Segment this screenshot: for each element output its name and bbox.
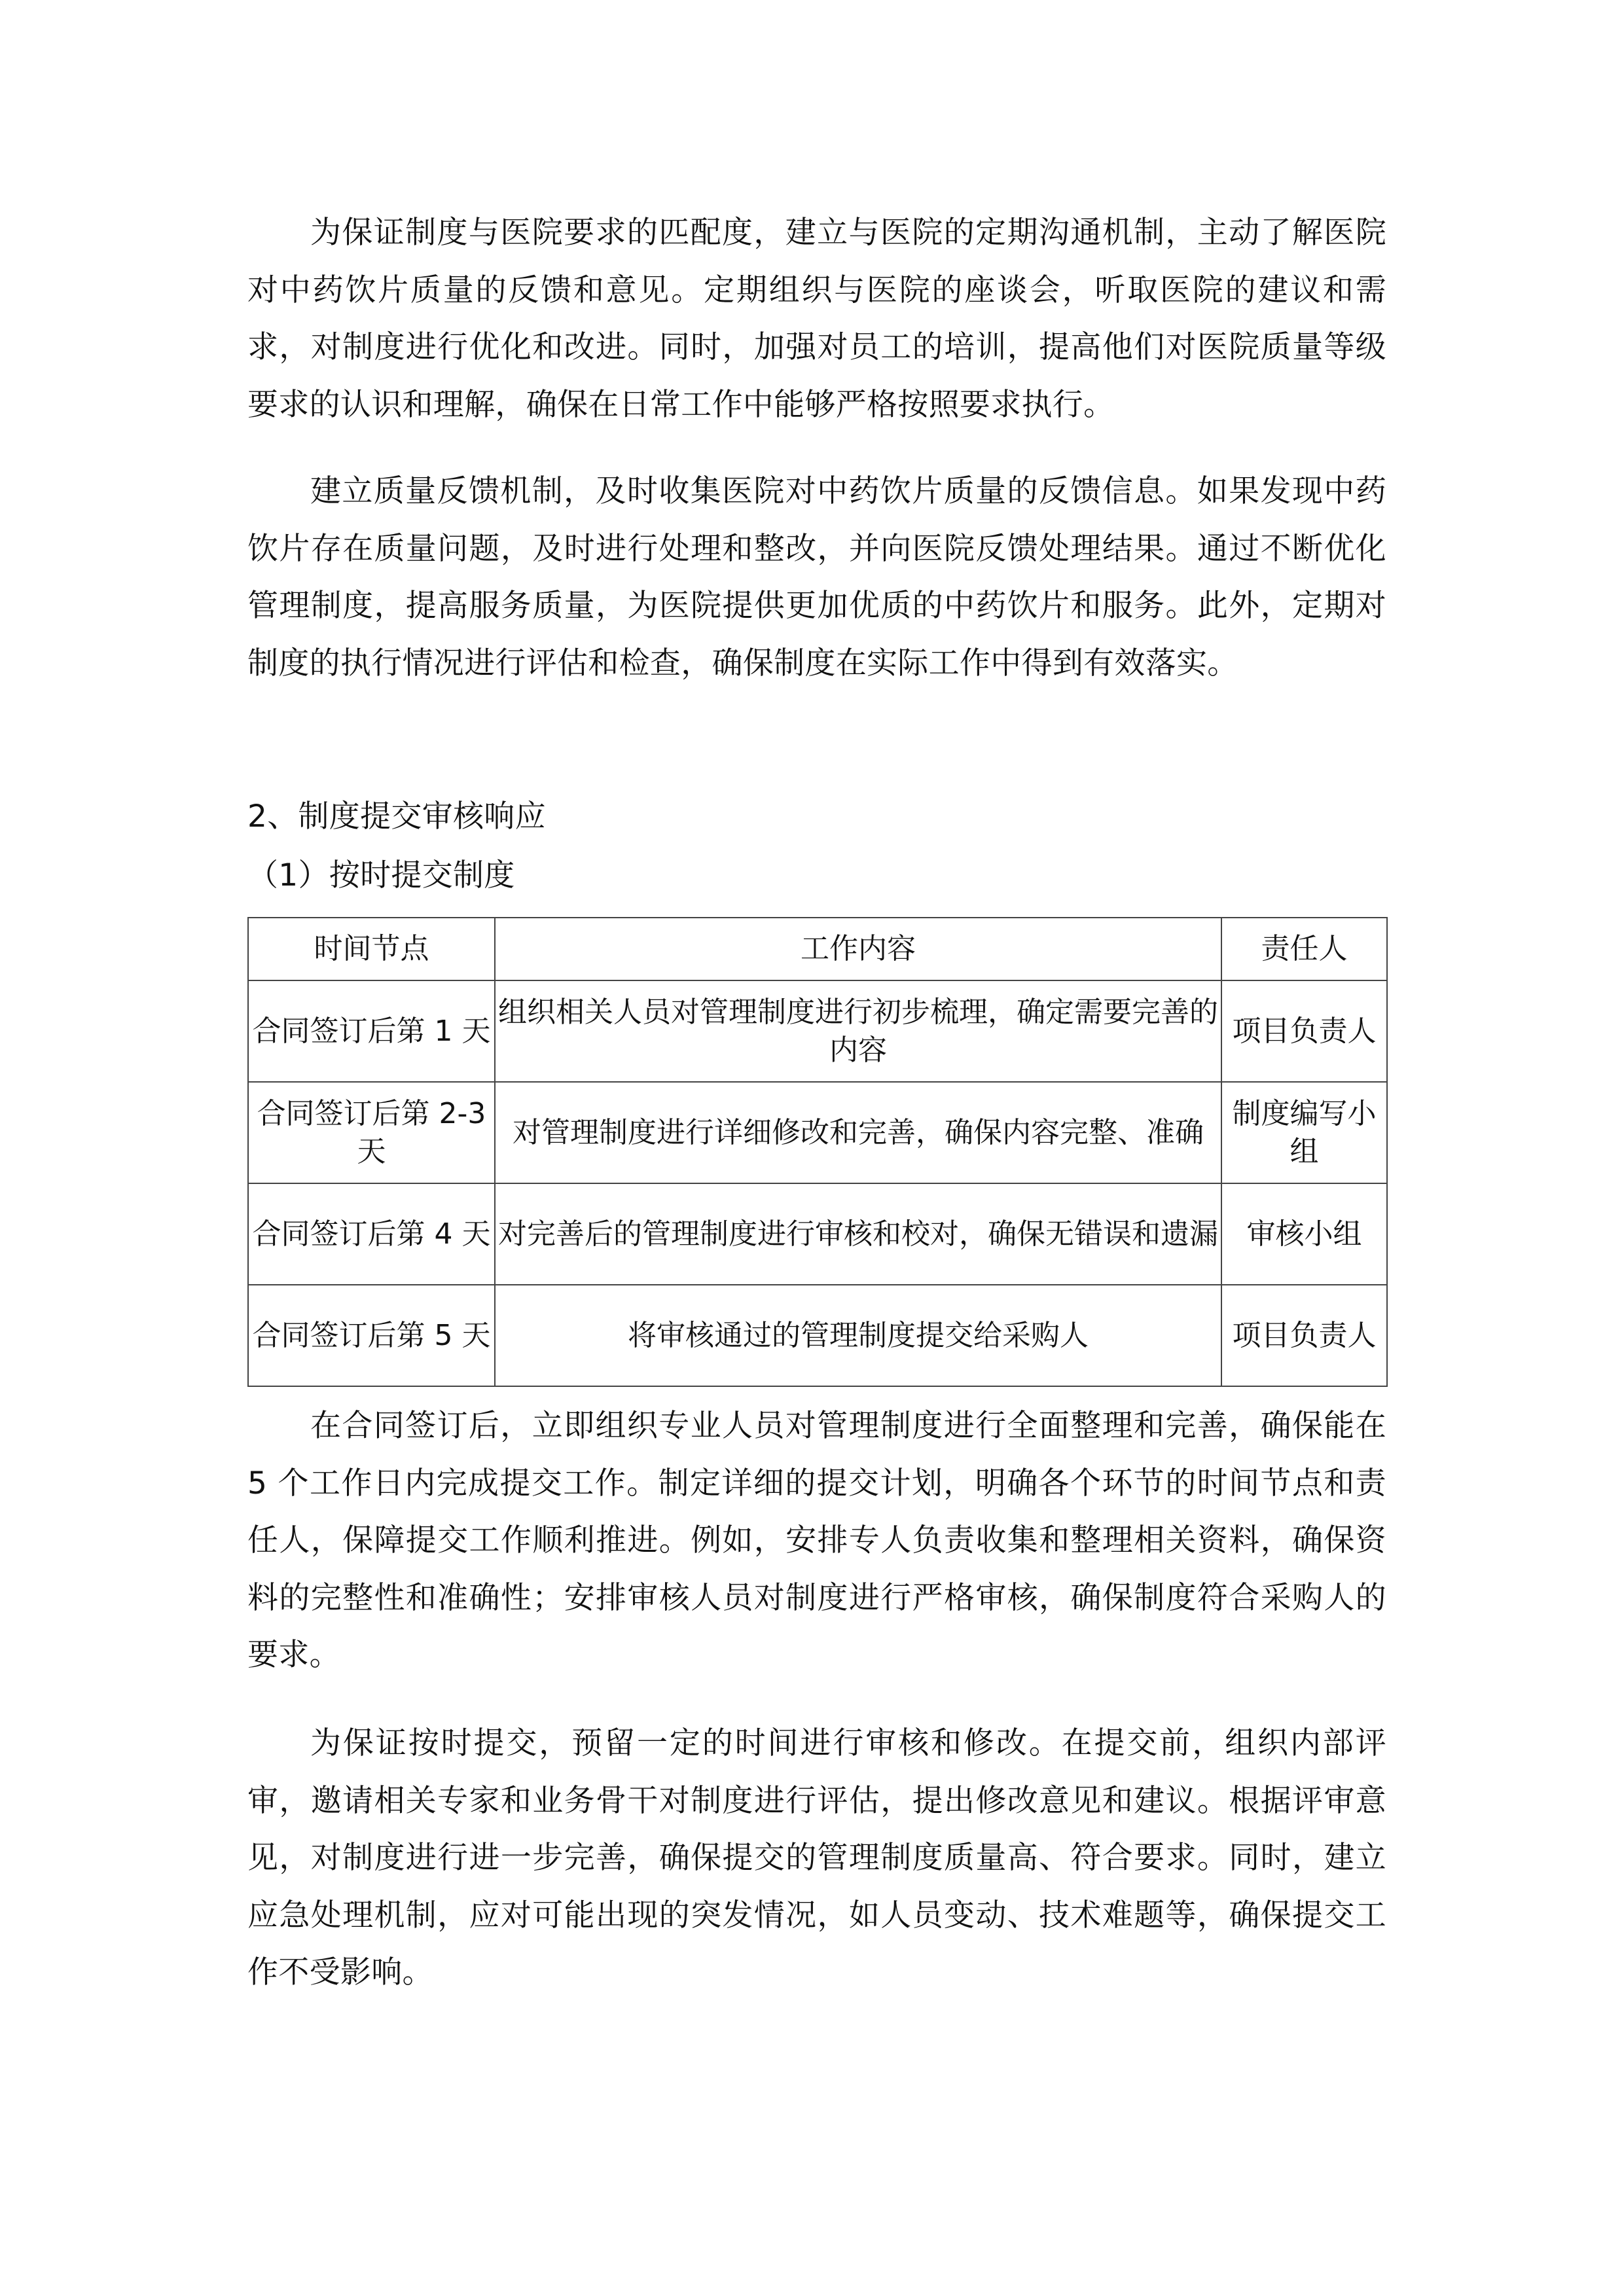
paragraph-review-buffer: 为保证按时提交，预留一定的时间进行审核和修改。在提交前，组织内部评审，邀请相关专家和业务骨干对制度进行评估，提出修改意见和建议。根据评审意见，对制度进行进一步完善，确保提交的管理制度质量高、符合要求。同时，建立应急处理机制，应对可能出现的突发情况，如人员变动、技术难题等，确保提交工作不受影响。 xyxy=(247,1725,1386,1990)
header-work-content: 工作内容 xyxy=(495,918,1221,980)
cell-owner: 审核小组 xyxy=(1221,1183,1387,1285)
cell-time: 合同签订后第 4 天 xyxy=(248,1183,495,1285)
document-page xyxy=(247,0,1386,2296)
cell-owner: 制度编写小组 xyxy=(1221,1082,1387,1183)
cell-time: 合同签订后第 5 天 xyxy=(248,1285,495,1386)
table-row xyxy=(248,1082,1387,1183)
cell-time: 合同签订后第 1 天 xyxy=(248,980,495,1082)
header-time-node: 时间节点 xyxy=(248,918,495,980)
cell-owner: 项目负责人 xyxy=(1221,980,1387,1082)
cell-content: 将审核通过的管理制度提交给采购人 xyxy=(495,1285,1221,1386)
paragraph-submission-plan: 在合同签订后，立即组织专业人员对管理制度进行全面整理和完善，确保能在 5 个工作日内完成提交工作。制定详细的提交计划，明确各个环节的时间节点和责任人，保障提交工作顺利推进。例如，安排专人负责收集和整理相关资料，确保资料的完整性和准确性；安排审核人员对制度进行严格审核，确保制度符合采购人的要求。 xyxy=(247,1408,1386,1673)
table-header-row xyxy=(248,918,1387,980)
header-responsible: 责任人 xyxy=(1221,918,1387,980)
subsection-heading: （1）按时提交制度 xyxy=(247,857,515,893)
cell-content: 对管理制度进行详细修改和完善，确保内容完整、准确 xyxy=(495,1082,1221,1183)
paragraph-communication: 为保证制度与医院要求的匹配度，建立与医院的定期沟通机制，主动了解医院对中药饮片质量的反馈和意见。定期组织与医院的座谈会，听取医院的建议和需求，对制度进行优化和改进。同时，加强对员工的培训，提高他们对医院质量等级要求的认识和理解，确保在日常工作中能够严格按照要求执行。 xyxy=(247,215,1386,423)
table-row xyxy=(248,980,1387,1082)
table-row xyxy=(248,1285,1387,1386)
paragraph-feedback: 建立质量反馈机制，及时收集医院对中药饮片质量的反馈信息。如果发现中药饮片存在质量问题，及时进行处理和整改，并向医院反馈处理结果。通过不断优化管理制度，提高服务质量，为医院提供更加优质的中药饮片和服务。此外，定期对制度的执行情况进行评估和检查，确保制度在实际工作中得到有效落实。 xyxy=(247,473,1386,681)
schedule-table xyxy=(247,917,1388,1387)
cell-content: 组织相关人员对管理制度进行初步梳理，确定需要完善的内容 xyxy=(495,980,1221,1082)
cell-owner: 项目负责人 xyxy=(1221,1285,1387,1386)
cell-content: 对完善后的管理制度进行审核和校对，确保无错误和遗漏 xyxy=(495,1183,1221,1285)
section-heading: 2、制度提交审核响应 xyxy=(247,798,546,834)
cell-time: 合同签订后第 2-3 天 xyxy=(248,1082,495,1183)
table-row xyxy=(248,1183,1387,1285)
